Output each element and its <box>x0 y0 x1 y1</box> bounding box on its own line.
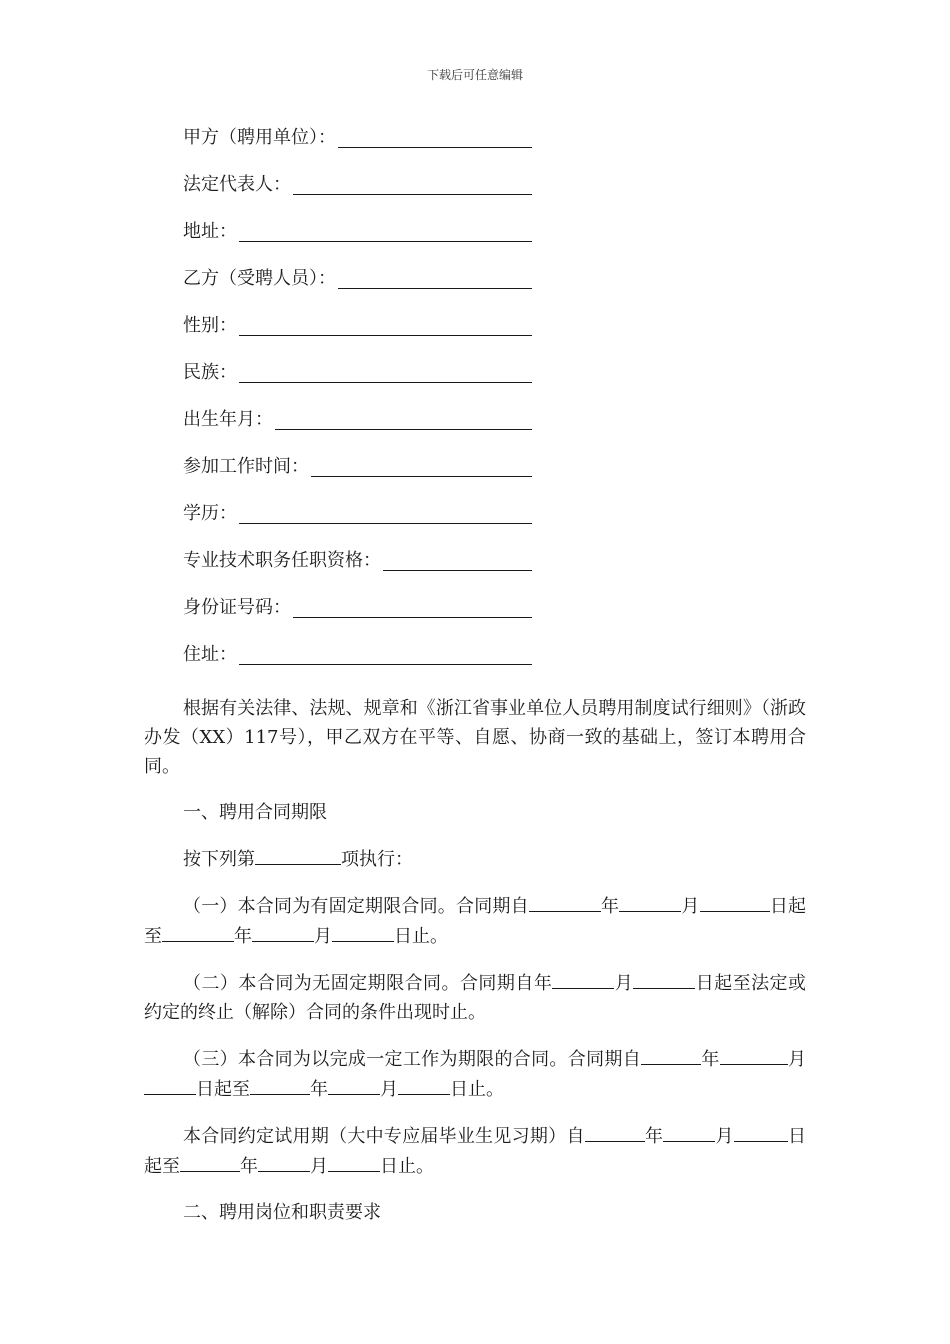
field-label: 法定代表人： <box>183 174 291 195</box>
choose-option-line: 按下列第 项执行： <box>144 844 806 874</box>
field-input-line[interactable] <box>338 120 532 148</box>
field-label: 出生年月： <box>183 409 273 430</box>
blank[interactable] <box>328 1151 380 1172</box>
field-input-line[interactable] <box>383 543 532 571</box>
field-label: 身份证号码： <box>183 597 291 618</box>
blank[interactable] <box>180 1151 240 1172</box>
form-field-row <box>144 355 806 402</box>
field-input-line[interactable] <box>239 355 532 383</box>
field-label: 参加工作时间： <box>183 456 309 477</box>
party-info-fields <box>144 120 806 684</box>
form-field-row <box>144 637 806 684</box>
form-field-row <box>144 543 806 590</box>
field-input-line[interactable] <box>311 449 532 477</box>
field-label: 专业技术职务任职资格： <box>183 550 381 571</box>
form-field-row <box>144 496 806 543</box>
field-input-line[interactable] <box>239 496 532 524</box>
field-label: 乙方（受聘人员）： <box>183 268 336 289</box>
trial-period-clause: 本合同约定试用期（大中专应届毕业生见习期）自 年 月 日起至 年 月 日止。 <box>144 1121 806 1181</box>
blank[interactable] <box>252 921 314 942</box>
blank[interactable] <box>663 1121 715 1142</box>
field-input-line[interactable] <box>239 214 532 242</box>
section-title-post: 二、聘用岗位和职责要求 <box>183 1202 381 1223</box>
field-input-line[interactable] <box>293 167 532 195</box>
form-field-row <box>144 214 806 261</box>
section-title-term: 一、聘用合同期限 <box>183 802 327 823</box>
task-term-clause: （三）本合同为以完成一定工作为期限的合同。合同期自 年 月日起至 年 月 日止。 <box>144 1044 806 1104</box>
blank[interactable] <box>332 921 394 942</box>
field-input-line[interactable] <box>293 590 532 618</box>
blank[interactable] <box>552 968 614 989</box>
field-input-line[interactable] <box>239 308 532 336</box>
field-input-line[interactable] <box>239 637 532 665</box>
header-note: 下载后可任意编辑 <box>426 68 523 82</box>
field-label: 地址： <box>183 221 237 242</box>
form-field-row <box>144 590 806 637</box>
blank[interactable] <box>258 1151 310 1172</box>
blank[interactable] <box>734 1121 788 1142</box>
field-input-line[interactable] <box>338 261 532 289</box>
field-label: 民族： <box>183 362 237 383</box>
blank[interactable] <box>529 891 601 912</box>
field-label: 性别： <box>183 315 237 336</box>
blank[interactable] <box>398 1074 450 1095</box>
blank[interactable] <box>619 891 681 912</box>
form-field-row <box>144 308 806 355</box>
form-field-row <box>144 402 806 449</box>
fixed-term-clause: （一）本合同为有固定期限合同。合同期自 年 月 日起至 年 月 日止。 <box>144 891 806 951</box>
form-field-row <box>144 449 806 496</box>
intro-paragraph: 根据有关法律、法规、规章和《浙江省事业单位人员聘用制度试行细则》（浙政办发（XX）117号），甲乙双方在平等、自愿、协商一致的基础上，签订本聘用合同。 <box>144 698 806 777</box>
blank[interactable] <box>162 921 234 942</box>
blank[interactable] <box>641 1044 701 1065</box>
contract-page <box>144 120 806 1244</box>
open-term-clause: （二）本合同为无固定期限合同。合同期自年 月 日起至法定或约定的终止（解除）合同的条件出现时止。 <box>144 968 806 1027</box>
field-label: 住址： <box>183 644 237 665</box>
blank[interactable] <box>720 1044 788 1065</box>
blank[interactable] <box>633 968 695 989</box>
blank[interactable] <box>144 1074 196 1095</box>
form-field-row <box>144 261 806 308</box>
form-field-row <box>144 167 806 214</box>
field-label: 甲方（聘用单位）： <box>183 127 336 148</box>
field-label: 学历： <box>183 503 237 524</box>
blank[interactable] <box>250 1074 310 1095</box>
blank[interactable] <box>328 1074 380 1095</box>
option-number-blank[interactable] <box>255 844 341 865</box>
blank[interactable] <box>585 1121 645 1142</box>
field-input-line[interactable] <box>275 402 532 430</box>
blank[interactable] <box>700 891 770 912</box>
form-field-row <box>144 120 806 167</box>
